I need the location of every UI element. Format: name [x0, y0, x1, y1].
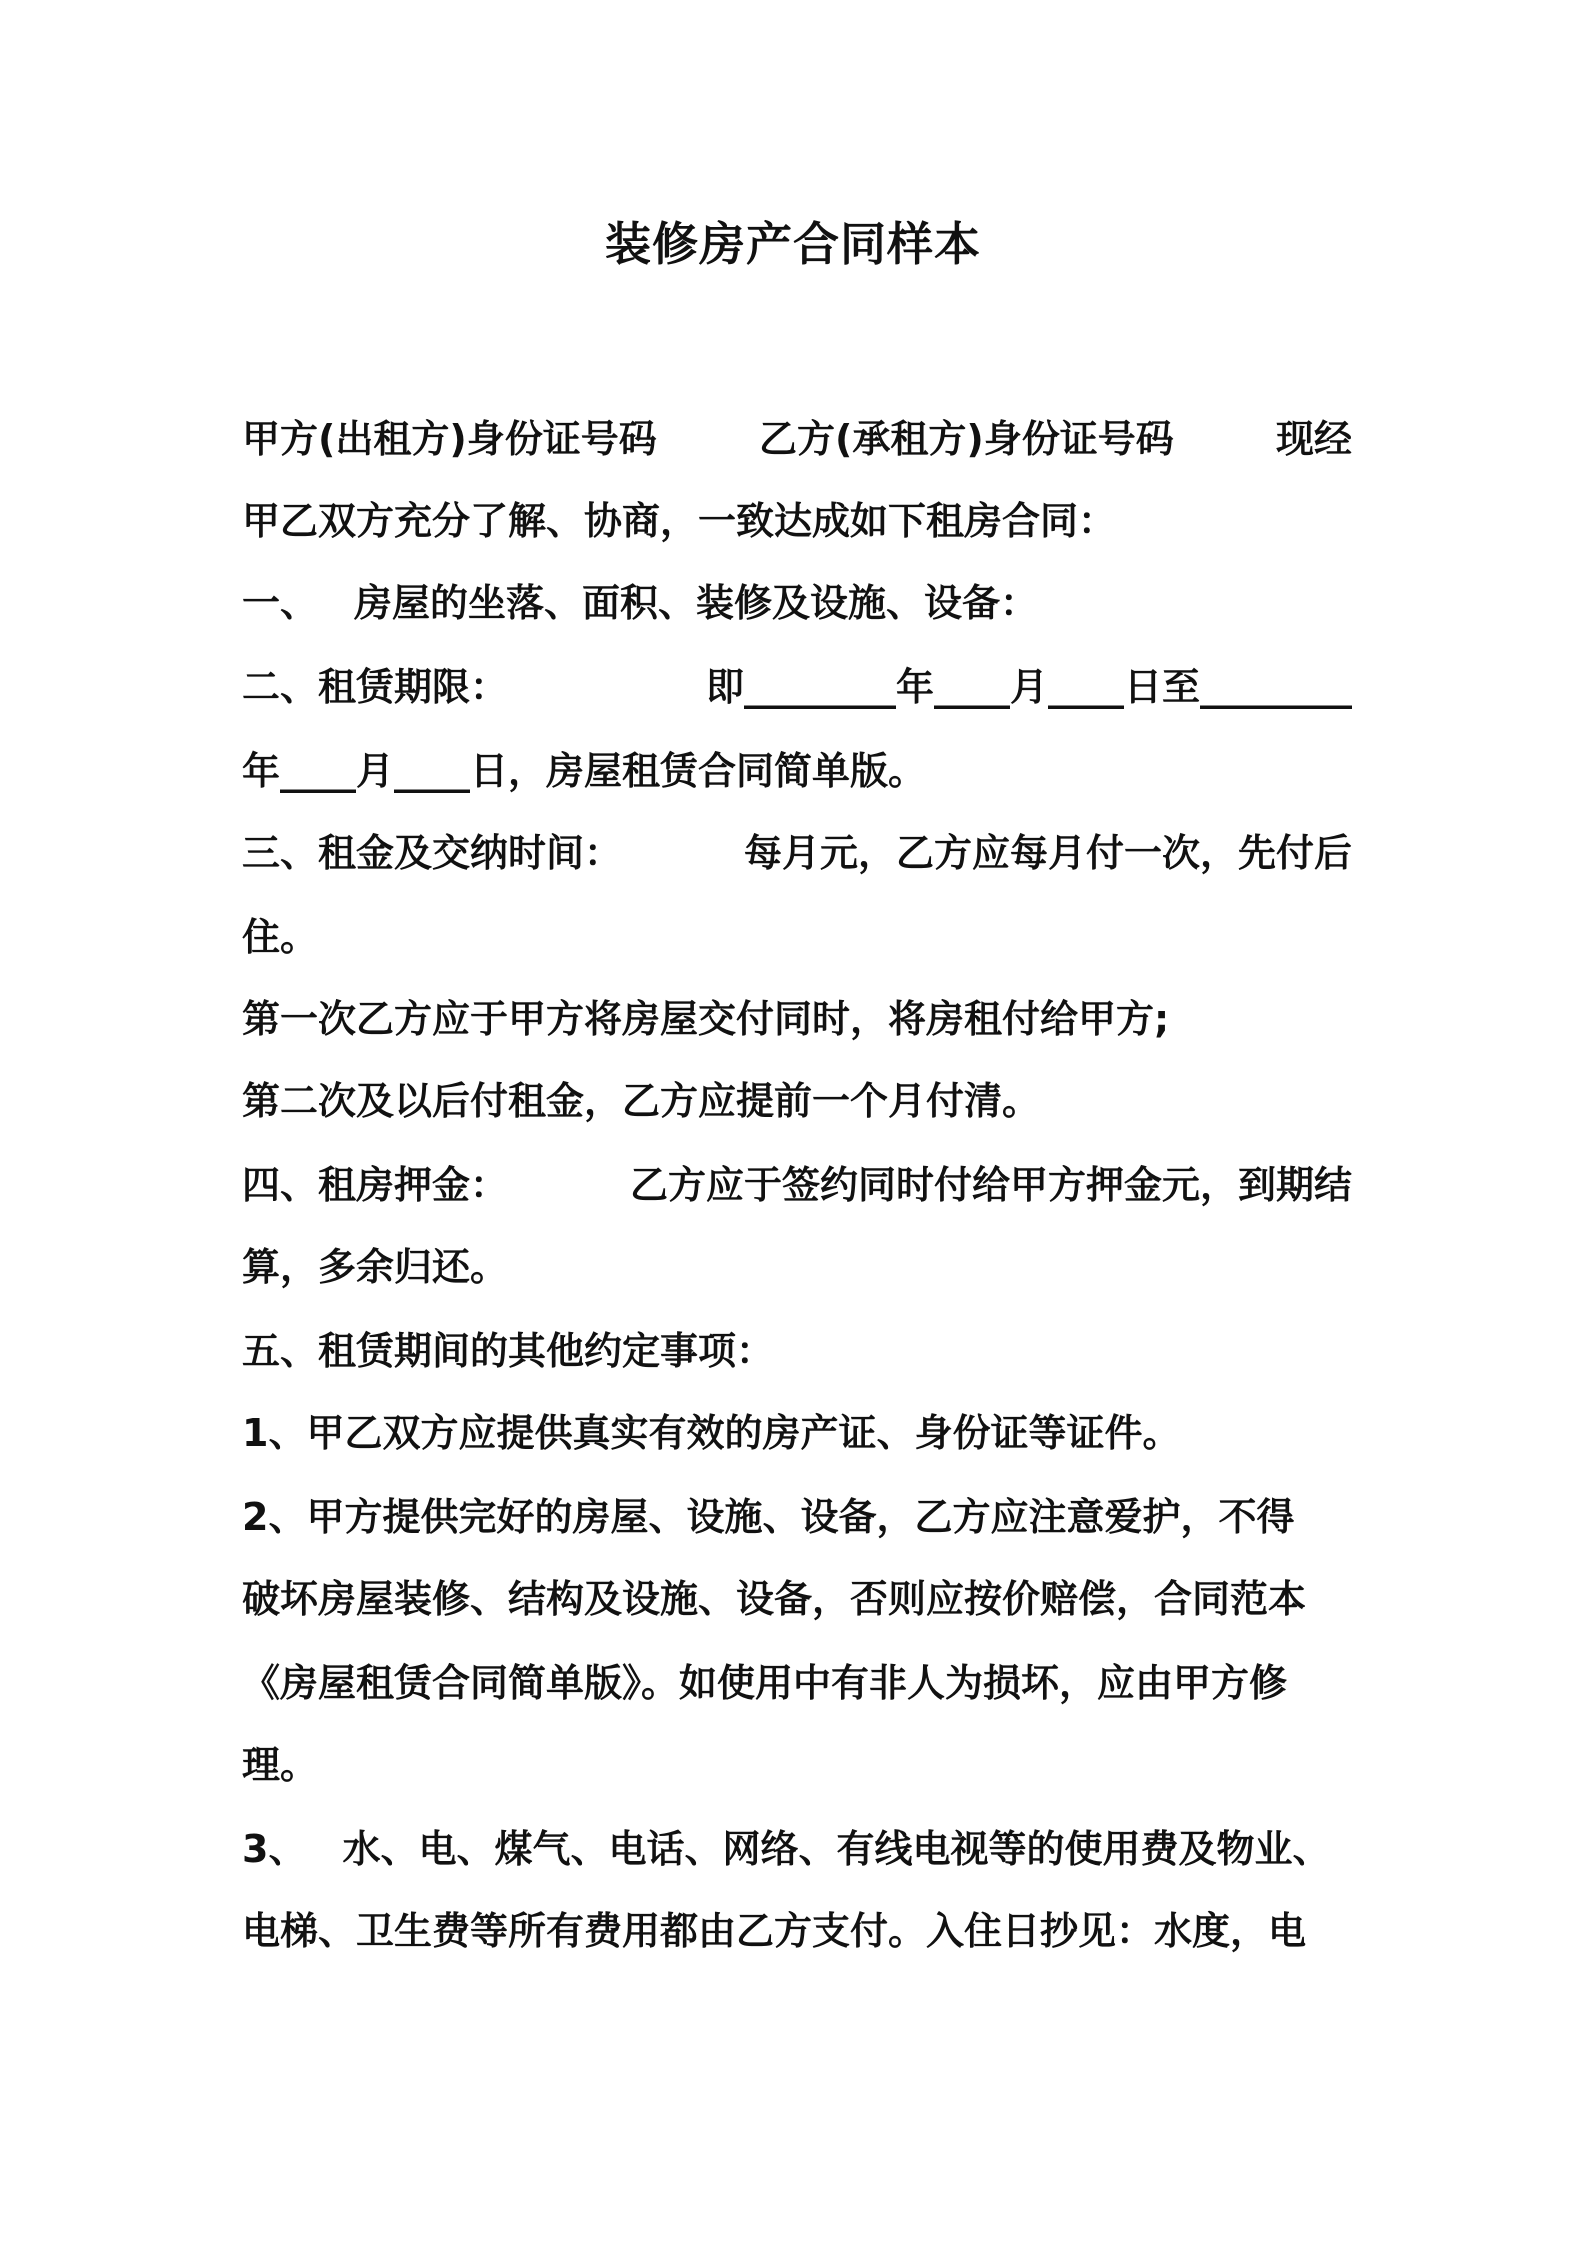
clause-two-line-3: 《房屋租赁合同简单版》。如使用中有非人为损坏，应由甲方修	[242, 1661, 1288, 1705]
clause-three-line-2: 电梯、卫生费等所有费用都由乙方支付。入住日抄见：水度，电	[242, 1909, 1307, 1953]
first-payment-line: 第一次乙方应于甲方将房屋交付同时，将房租付给甲方;	[242, 997, 1170, 1041]
deposit-text: 乙方应于签约同时付给甲方押金元，到期结	[629, 1163, 1352, 1207]
party-a-label: 甲方(出租方)身份证号码	[242, 417, 657, 461]
party-b-label: 乙方(承租方)身份证号码	[758, 417, 1174, 461]
clause-two-line-2: 破坏房屋装修、结构及设施、设备，否则应按价赔偿，合同范本	[242, 1577, 1307, 1621]
section-three-line	[242, 826, 1352, 880]
section-one-number: 一、	[242, 581, 319, 625]
section-four-label: 四、租房押金：	[242, 1163, 509, 1207]
deposit-continued: 算，多余归还。	[242, 1245, 509, 1289]
section-three-label: 三、租金及交纳时间：	[242, 831, 623, 875]
party-now-label: 现经	[1275, 417, 1352, 461]
lease-term-to-line: 年____月____日，房屋租赁合同简单版。	[242, 749, 927, 793]
clause-three-line	[242, 1822, 1352, 1876]
clause-one-line: 1、甲乙双方应提供真实有效的房产证、身份证等证件。	[242, 1411, 1181, 1455]
clause-two-line: 2、甲方提供完好的房屋、设施、设备，乙方应注意爱护，不得	[242, 1495, 1295, 1539]
clause-three-text: 水、电、煤气、电话、网络、有线电视等的使用费及物业、	[342, 1827, 1331, 1871]
lease-term-from: 即________年____月____日至________	[705, 665, 1352, 709]
second-payment-line: 第二次及以后付租金，乙方应提前一个月付清。	[242, 1079, 1041, 1123]
intro-line: 甲乙双方充分了解、协商，一致达成如下租房合同：	[242, 499, 1117, 543]
rent-payment-continued: 住。	[242, 915, 319, 959]
document-title: 装修房产合同样本	[605, 217, 981, 271]
rent-payment-text: 每月元，乙方应每月付一次，先付后	[743, 831, 1352, 875]
party-line	[242, 412, 1352, 466]
section-one-line	[242, 576, 1352, 630]
section-two-label: 二、租赁期限：	[242, 665, 509, 709]
clause-three-number: 3、	[242, 1827, 307, 1871]
section-two-line	[242, 660, 1352, 714]
section-five-line: 五、租赁期间的其他约定事项：	[242, 1329, 775, 1373]
clause-two-line-4: 理。	[242, 1743, 319, 1787]
section-one-text: 房屋的坐落、面积、装修及设施、设备：	[354, 581, 1039, 625]
section-four-line	[242, 1158, 1352, 1212]
